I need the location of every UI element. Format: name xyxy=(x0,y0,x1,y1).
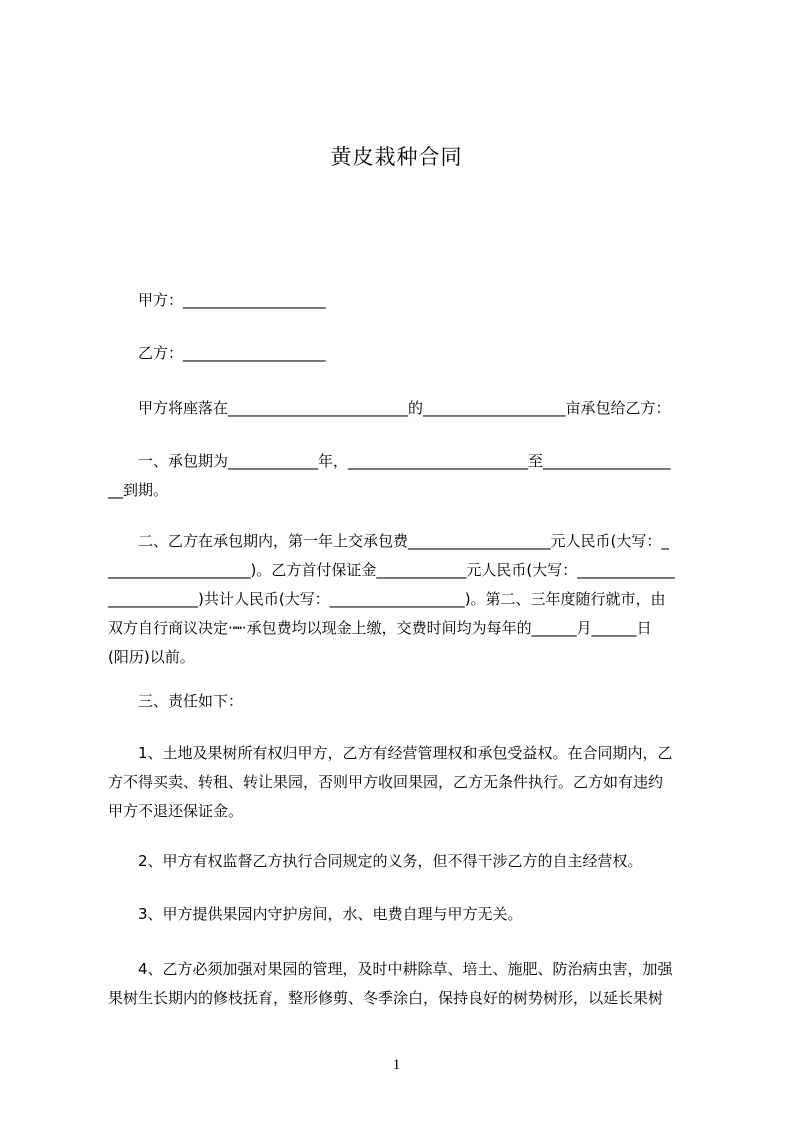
item-1-line-1: 1、土地及果树所有权归甲方，乙方有经营管理权和承包受益权。在合同期内，乙 xyxy=(108,744,673,762)
clause-2-paragraph xyxy=(108,527,708,672)
clause-2-line-4: 双方自行商议决定·┉·承包费均以现金上缴，交费时间均为每年的______月______日 xyxy=(108,619,652,637)
intro-text: 甲方将座落在________________________的___________________亩承包给乙方： xyxy=(108,399,671,417)
item-1-line-2: 方不得买卖、转租、转让果园，否则甲方收回果园，乙方无条件执行。乙方如有违约 xyxy=(108,773,664,791)
item-1-paragraph xyxy=(108,739,708,826)
clause-2-line-2: ___________________)。乙方首付保证金____________元人民币(大写：_____________ xyxy=(108,561,675,579)
clause-2-line-5: (阳历)以前。 xyxy=(108,648,195,666)
document-title: 黄皮栽种合同 xyxy=(330,145,463,169)
clause-2-line-1: 二、乙方在承包期内，第一年上交承包费___________________元人民币(大写：_ xyxy=(108,532,669,550)
item-3-text: 3、甲方提供果园内守护房间，水、电费自理与甲方无关。 xyxy=(108,905,523,923)
party-b-text: 乙方：___________________ xyxy=(108,344,326,362)
item-4-paragraph xyxy=(108,955,708,1013)
party-a-line xyxy=(108,286,708,315)
clause-3-heading-text: 三、责任如下： xyxy=(108,692,244,710)
clause-1-paragraph xyxy=(108,447,708,505)
page-number: 1 xyxy=(392,1057,401,1073)
clause-1-line-1: 一、承包期为____________年，________________________至_________________ xyxy=(108,452,671,470)
item-2-paragraph xyxy=(108,847,708,876)
clause-1-line-2: __到期。 xyxy=(108,481,169,499)
item-4-line-1: 4、乙方必须加强对果园的管理，及时中耕除草、培土、施肥、防治病虫害，加强 xyxy=(108,960,673,978)
party-a-text: 甲方：___________________ xyxy=(108,291,326,309)
clause-3-heading xyxy=(108,687,708,716)
item-2-text: 2、甲方有权监督乙方执行合同规定的义务，但不得干涉乙方的自主经营权。 xyxy=(108,852,643,870)
item-4-line-2: 果树生长期内的修枝抚育，整形修剪、冬季涂白，保持良好的树势树形，以延长果树 xyxy=(108,989,664,1007)
clause-2-line-3: ____________)共计人民币(大写：__________________)。第二、三年度随行就市，由 xyxy=(108,590,666,608)
intro-paragraph xyxy=(108,394,708,423)
item-1-line-3: 甲方不退还保证金。 xyxy=(108,802,244,820)
party-b-line xyxy=(108,339,708,368)
item-3-paragraph xyxy=(108,900,708,929)
